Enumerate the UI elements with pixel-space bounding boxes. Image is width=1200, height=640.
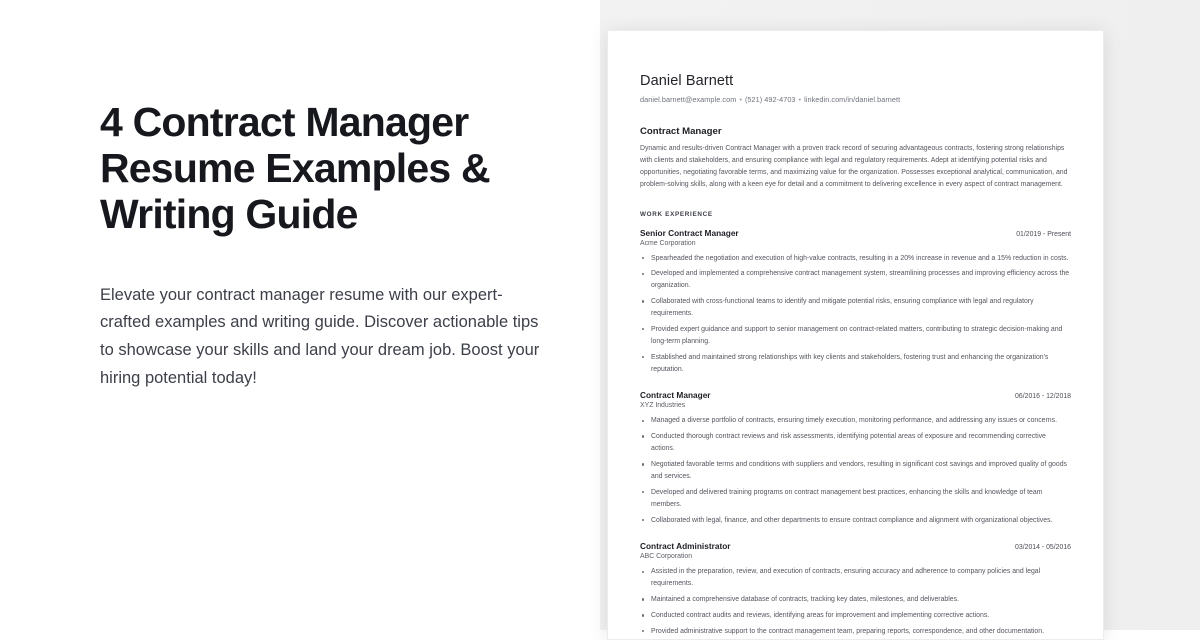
experience-company: Acme Corporation — [640, 239, 696, 247]
list-item: Developed and implemented a comprehensive contract management system, streamlining processes and improving efficiency across the organization. — [640, 268, 1071, 292]
experience-entry — [640, 228, 1071, 376]
list-item: Conducted contract audits and reviews, identifying areas for improvement and implementing corrective actions. — [640, 610, 1071, 622]
experience-job-title: Contract Administrator — [640, 541, 731, 552]
experience-bullet-list — [640, 566, 1071, 637]
experience-header — [640, 390, 1071, 400]
resume-summary: Dynamic and results-driven Contract Manager with a proven track record of securing advantageous contracts, fostering strong relationships with clients and stakeholders, and ensuring compliance with legal and regulatory requirements. Adept at identifying potential risks and opportunities, negotiating favorable terms, and maximizing value for the organization. Possesses exceptional analytical, communication, and problem-solving skills, along with a keen eye for detail and a commitment to delivering excellence in every aspect of contract management. — [640, 145, 1068, 188]
experience-bullet-list — [640, 253, 1071, 376]
resume-email: daniel.barnett@example.com — [640, 95, 737, 104]
resume-linkedin: linkedin.com/in/daniel.barnett — [804, 95, 901, 104]
experience-dates: 03/2014 - 05/2016 — [1015, 544, 1071, 552]
resume-phone: (521) 492-4703 — [744, 95, 796, 104]
list-item: Collaborated with cross-functional teams to identify and mitigate potential risks, ensuring compliance with legal and regulatory requirements. — [640, 296, 1071, 320]
list-item: Conducted thorough contract reviews and risk assessments, identifying potential areas of exposure and recommending corrective actions. — [640, 431, 1071, 455]
contact-separator-2: • — [798, 95, 802, 104]
resume-document — [608, 31, 1103, 638]
resume-section-work-experience: WORK EXPERIENCE — [640, 210, 713, 218]
list-item: Established and maintained strong relationships with key clients and stakeholders, fostering trust and enhancing the organization's reputation. — [640, 352, 1071, 376]
list-item: Provided administrative support to the contract management team, preparing reports, correspondence, and other documentation. — [640, 626, 1071, 638]
experience-dates: 06/2016 - 12/2018 — [1015, 393, 1071, 401]
resume-preview-card[interactable] — [607, 30, 1104, 640]
list-item: Assisted in the preparation, review, and execution of contracts, ensuring accuracy and adherence to company policies and legal requirements. — [640, 566, 1071, 590]
experience-header — [640, 228, 1071, 238]
list-item: Provided expert guidance and support to senior management on contract-related matters, contributing to strategic decision-making and long-term planning. — [640, 324, 1071, 348]
page-title: 4 Contract Manager Resume Examples & Writing Guide — [100, 99, 490, 237]
resume-contact-line — [640, 95, 1071, 104]
resume-headline-title: Contract Manager — [640, 126, 722, 137]
experience-header — [640, 541, 1071, 551]
experience-entry — [640, 390, 1071, 526]
resume-candidate-name: Daniel Barnett — [640, 73, 734, 89]
list-item: Managed a diverse portfolio of contracts, ensuring timely execution, monitoring performance, and addressing any issues or concerns. — [640, 415, 1071, 427]
contact-separator-1: • — [739, 95, 742, 104]
marketing-panel — [0, 0, 600, 630]
list-item: Maintained a comprehensive database of contracts, tracking key dates, milestones, and deliverables. — [640, 594, 1071, 606]
list-item: Negotiated favorable terms and conditions with suppliers and vendors, resulting in significant cost savings and improved quality of goods and services. — [640, 459, 1071, 483]
experience-job-title: Senior Contract Manager — [640, 227, 739, 238]
experience-dates: 01/2019 - Present — [1016, 230, 1071, 238]
experience-company: ABC Corporation — [640, 553, 693, 561]
experience-entry — [640, 541, 1071, 637]
experience-bullet-list — [640, 415, 1071, 526]
page-subtitle: Elevate your contract manager resume with our expert-crafted examples and writing guide. Discover actionable tips to showcase your skills and land your dream job. Boost your hiring potential today! — [100, 285, 540, 387]
experience-job-title: Contract Manager — [640, 390, 711, 401]
list-item: Developed and delivered training programs on contract management best practices, enhancing the skills and knowledge of team members. — [640, 487, 1071, 511]
list-item: Collaborated with legal, finance, and other departments to ensure contract compliance and alignment with organizational objectives. — [640, 515, 1071, 527]
list-item: Spearheaded the negotiation and execution of high-value contracts, resulting in a 20% increase in revenue and a 15% reduction in costs. — [640, 253, 1071, 265]
experience-company: XYZ Industries — [640, 402, 686, 410]
